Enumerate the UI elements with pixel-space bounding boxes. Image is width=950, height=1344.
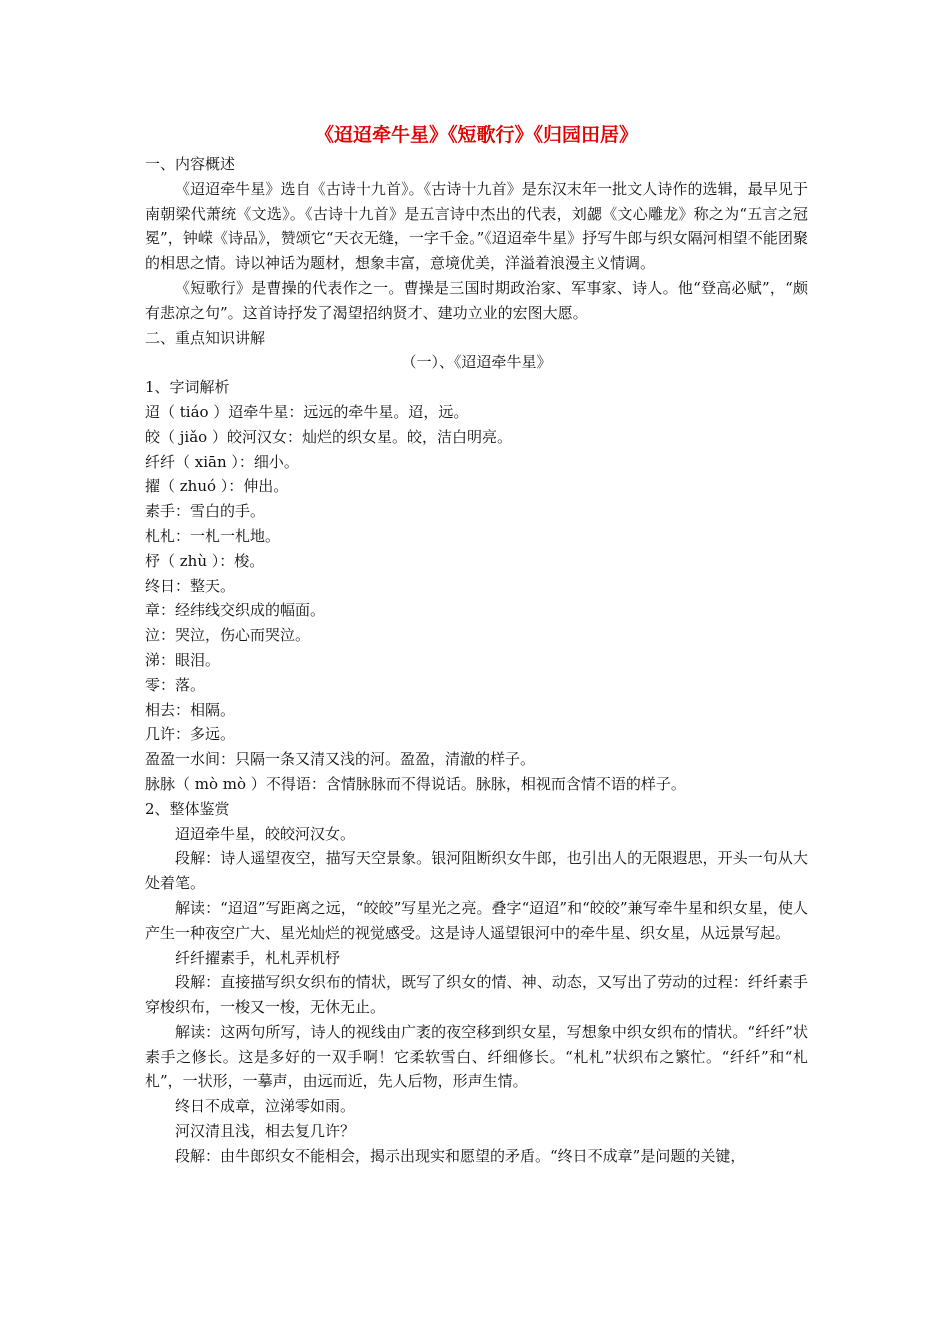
word-entry: 札札：一札一札地。: [145, 526, 281, 545]
subsection-heading-poem-1: （一）、《迢迢牵牛星》: [401, 353, 552, 372]
word-entry: 几许：多远。: [145, 725, 236, 744]
section-heading-overview: 一、内容概述: [145, 155, 236, 173]
word-entry: 盈盈一水间：只隔一条又清又浅的河。盈盈，清澈的样子。: [145, 750, 536, 769]
commentary-paragraph: 段解：直接描写织女织布的情状，既写了织女的情、神、动态，又写出了劳动的过程：纤纤素手穿梭织布，一梭又一梭，无休无止。: [145, 973, 808, 1017]
commentary-paragraph: 段解：由牛郎织女不能相会，揭示出现实和愿望的矛盾。“终日不成章”是问题的关键，: [175, 1146, 746, 1165]
document-title: 《迢迢牵牛星》《短歌行》《归园田居》: [314, 124, 638, 146]
commentary-paragraph: 解读：这两句所写，诗人的视线由广袤的夜空移到织女星，写想象中织女织布的情状。“纤纤”状素手之修长。这是多好的一双手啊！它柔软雪白、纤细修长。“札札”状织布之繁忙。“纤纤”和“札札”，一状形，一摹声，由远而近，先人后物，形声生情。: [145, 1022, 808, 1091]
word-entry: 零：落。: [145, 675, 206, 694]
poem-line: 河汉清且浅，相去复几许？: [175, 1122, 356, 1141]
paragraph-intro-2: 《短歌行》是曹操的代表作之一。曹操是三国时期政治家、军事家、诗人。他“登高必赋”，“颇有悲凉之句”。这首诗抒发了渴望招纳贤才、建功立业的宏图大愿。: [145, 278, 808, 322]
word-entry: 迢（ tiáo ）迢牵牛星：远远的牵牛星。迢，远。: [145, 402, 469, 421]
word-entry: 杼（ zhù ）：梭。: [145, 551, 265, 570]
appreciation-heading: 2、整体鉴赏: [145, 799, 230, 818]
word-entry: 脉脉（ mò mò ）不得语：含情脉脉而不得说话。脉脉，相视而含情不语的样子。: [145, 774, 686, 793]
poem-line: 纤纤擢素手，札札弄机杼: [175, 948, 341, 967]
word-entry: 皎（ jiǎo ）皎河汉女：灿烂的织女星。皎，洁白明亮。: [145, 427, 512, 446]
word-analysis-heading: 1、字词解析: [145, 378, 230, 397]
word-entry: 终日：整天。: [145, 576, 236, 595]
paragraph-intro-1: 《迢迢牵牛星》选自《古诗十九首》。《古诗十九首》是东汉末年一批文人诗作的选辑，最早见于南朝梁代萧统《文选》。《古诗十九首》是五言诗中杰出的代表，刘勰《文心雕龙》称之为“五言之冠冕”，钟嵘《诗品》，赞颂它“天衣无缝，一字千金。”《迢迢牵牛星》抒写牛郎与织女隔河相望不能团聚的相思之情。诗以神话为题材，想象丰富，意境优美，洋溢着浪漫主义情调。: [145, 179, 808, 273]
word-entry: 素手：雪白的手。: [145, 502, 266, 521]
poem-line: 终日不成章，泣涕零如雨。: [175, 1097, 356, 1116]
section-heading-key-points: 二、重点知识讲解: [145, 328, 266, 347]
poem-line: 迢迢牵牛星，皎皎河汉女。: [175, 824, 356, 843]
word-entry: 擢（ zhuó ）：伸出。: [145, 477, 289, 496]
word-entry: 相去：相隔。: [145, 700, 236, 719]
word-entry: 涕：眼泪。: [145, 650, 221, 669]
commentary-paragraph: 解读：“迢迢”写距离之远，“皎皎”写星光之亮。叠字“迢迢”和“皎皎”兼写牵牛星和织女星，使人产生一种夜空广大、星光灿烂的视觉感受。这是诗人遥望银河中的牵牛星、织女星，从远景写起。: [145, 898, 808, 942]
word-entry: 章：经纬线交织成的幅面。: [145, 601, 326, 620]
word-entry: 泣：哭泣，伤心而哭泣。: [145, 626, 311, 645]
word-entry: 纤纤（ xiān ）：细小。: [145, 452, 299, 471]
commentary-paragraph: 段解：诗人遥望夜空，描写天空景象。银河阻断织女牛郎，也引出人的无限遐思，开头一句从大处着笔。: [145, 849, 808, 893]
